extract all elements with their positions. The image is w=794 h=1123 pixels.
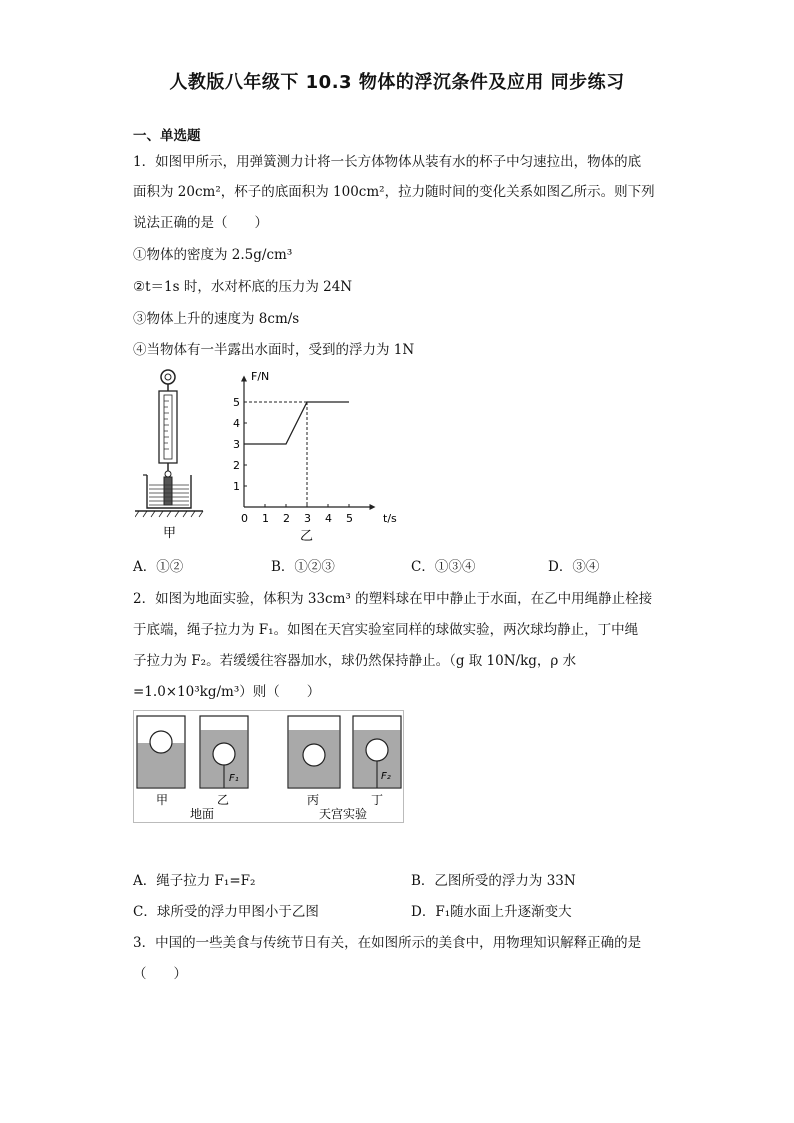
- q2-line-3: 子拉力为 F₂。若缓缓往容器加水，球仍然保持静止。（g 取 10N/kg，ρ 水: [133, 653, 577, 669]
- x-tick-label: 2: [283, 512, 290, 525]
- y-axis-label: F/N: [251, 370, 270, 383]
- x-axis-arrow: [370, 504, 376, 510]
- page-title: 人教版八年级下 10.3 物体的浮沉条件及应用 同步练习: [169, 72, 625, 93]
- group-ground: 地面: [190, 807, 215, 821]
- y-tick-label: 4: [233, 417, 240, 430]
- fig-jia-label: 甲: [163, 526, 177, 541]
- x-tick-label: 1: [262, 512, 269, 525]
- q1-statement-4: ④当物体有一半露出水面时，受到的浮力为 1N: [133, 342, 415, 358]
- label-ding: 丁: [371, 793, 384, 807]
- label-bing: 丙: [307, 793, 320, 807]
- q1-line-3: 说法正确的是（ ）: [133, 215, 268, 231]
- label-jia: 甲: [156, 793, 169, 807]
- x-tick-label: 4: [325, 512, 332, 525]
- group-space: 天宫实验: [319, 807, 368, 821]
- y-tick-label: 1: [233, 480, 240, 493]
- q1-statement-3: ③物体上升的速度为 8cm/s: [133, 311, 300, 327]
- q3-line-2: （ ）: [133, 966, 187, 982]
- force-line: [244, 402, 349, 444]
- fig-yi-label: 乙: [300, 529, 314, 544]
- x-tick-label: 0: [241, 512, 248, 525]
- q1-option-d[interactable]: D．③④: [548, 559, 600, 575]
- q2-line-2: 于底端，绳子拉力为 F₁。如图在天宫实验室同样的球做实验，两次球均静止，丁中绳: [133, 622, 639, 638]
- q1-statement-2: ②t＝1s 时，水对杯底的压力为 24N: [133, 279, 353, 295]
- spring-scale-figure: [135, 365, 215, 545]
- ball-ding: [366, 739, 388, 761]
- q1-line-1: 1．如图甲所示，用弹簧测力计将一长方体物体从装有水的杯子中匀速拉出，物体的底: [133, 154, 642, 170]
- y-tick-label: 5: [233, 396, 240, 409]
- f1-label: F₁: [229, 773, 239, 784]
- ball-jia: [150, 731, 172, 753]
- q1-line-2: 面积为 20cm²，杯子的底面积为 100cm²，拉力随时间的变化关系如图乙所示。则下列: [133, 184, 655, 200]
- label-yi: 乙: [217, 793, 230, 807]
- q2-line-1: 2．如图为地面实验，体积为 33cm³ 的塑料球在甲中静止于水面，在乙中用绳静止栓接: [133, 591, 653, 607]
- q2-option-a[interactable]: A．绳子拉力 F₁=F₂: [133, 873, 256, 889]
- q1-option-c[interactable]: C．①③④: [411, 559, 476, 575]
- f2-label: F₂: [381, 771, 391, 782]
- q2-option-d[interactable]: D．F₁随水面上升逐渐变大: [411, 904, 572, 920]
- q3-line-1: 3．中国的一些美食与传统节日有关，在如图所示的美食中，用物理知识解释正确的是: [133, 935, 642, 951]
- section-heading: 一、单选题: [133, 128, 201, 144]
- x-tick-label: 5: [346, 512, 353, 525]
- force-time-chart: [225, 368, 410, 548]
- x-tick-label: 3: [304, 512, 311, 525]
- q2-option-c[interactable]: C．球所受的浮力甲图小于乙图: [133, 904, 319, 920]
- y-tick-label: 3: [233, 438, 240, 451]
- q1-statement-1: ①物体的密度为 2.5g/cm³: [133, 247, 293, 263]
- x-axis-label: t/s: [383, 512, 397, 525]
- q2-option-b[interactable]: B．乙图所受的浮力为 33N: [411, 873, 576, 889]
- q1-option-a[interactable]: A．①②: [133, 559, 184, 575]
- buoyancy-figure: [133, 710, 405, 825]
- q2-line-4: =1.0×10³kg/m³）则（ ）: [133, 684, 321, 700]
- ball-yi: [213, 743, 235, 765]
- q1-option-b[interactable]: B．①②③: [271, 559, 335, 575]
- y-axis-arrow: [241, 376, 247, 382]
- ball-bing: [303, 744, 325, 766]
- y-tick-label: 2: [233, 459, 240, 472]
